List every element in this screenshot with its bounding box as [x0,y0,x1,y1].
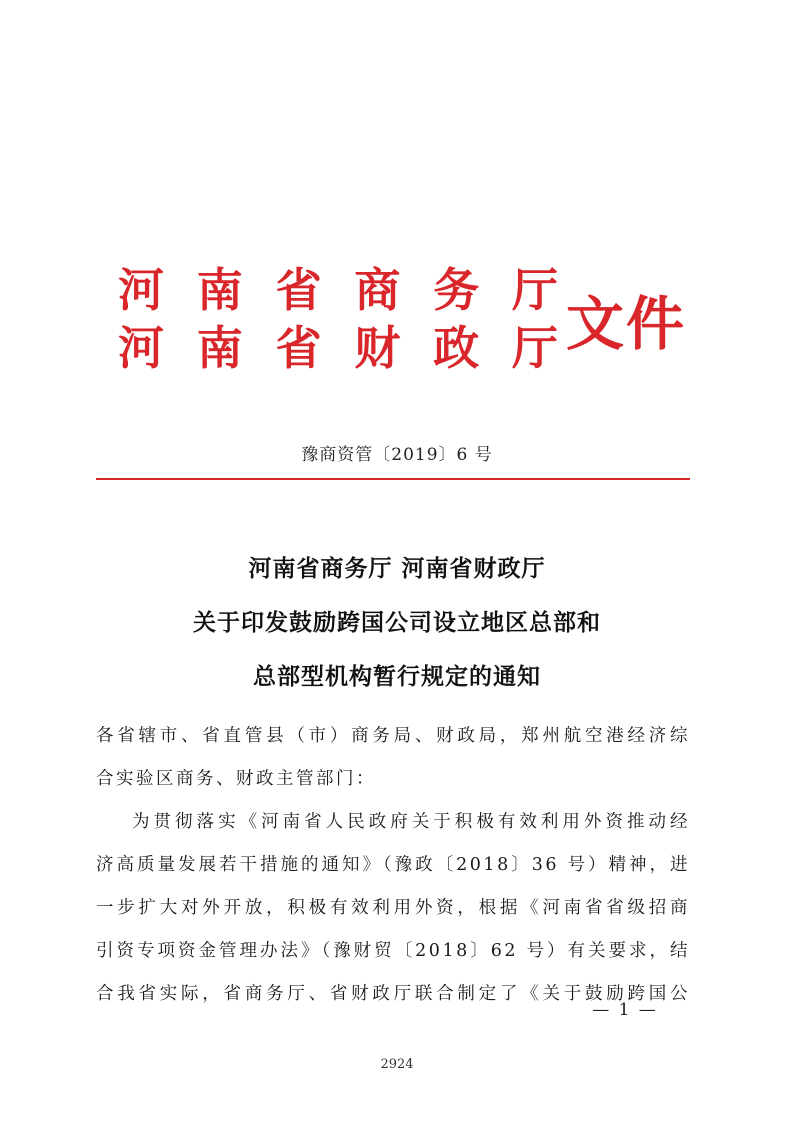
archive-number: 2924 [380,1057,414,1072]
issuer-char: 河 [118,321,164,375]
document-number: 豫商资管〔2019〕6 号 [301,445,493,465]
issuer-char: 财 [354,321,401,375]
red-divider [96,478,690,480]
title-line-1: 河南省商务厅 河南省财政厅 [248,556,546,582]
body-line: 一步扩大对外开放，积极有效利用外资，根据《河南省省级招商 [96,898,690,918]
issuer-char: 南 [196,321,243,375]
document-type-label: 文件 [566,290,687,358]
title-line-2: 关于印发鼓励跨国公司设立地区总部和 [193,610,601,636]
issuer-char: 南 [196,263,243,317]
issuer-char: 省 [275,321,322,375]
issuer-char: 河 [118,263,164,317]
issuer-char: 省 [275,263,322,317]
page-number: — 1 — [592,1000,658,1020]
issuer-char: 政 [433,321,480,375]
title-line-3: 总部型机构暂行规定的通知 [253,664,541,690]
issuer-char: 商 [354,263,401,317]
issuer-char: 厅 [511,263,558,317]
body-line: 合实验区商务、财政主管部门： [96,769,376,789]
issuer-char: 务 [433,263,480,317]
body-line: 各省辖市、省直管县（市）商务局、财政局，郑州航空港经济综 [96,726,690,746]
issuer-char: 厅 [511,321,558,375]
issuer-commerce-department [118,258,558,322]
body-line: 引资专项资金管理办法》（豫财贸〔2018〕62 号）有关要求，结 [96,941,690,961]
issuer-finance-department [118,316,558,380]
body-line: 为贯彻落实《河南省人民政府关于积极有效利用外资推动经 [132,812,690,832]
body-line: 济高质量发展若干措施的通知》（豫政〔2018〕36 号）精神，进 [96,855,690,875]
body-line: 合我省实际，省商务厅、省财政厅联合制定了《关于鼓励跨国公 [96,984,690,1004]
